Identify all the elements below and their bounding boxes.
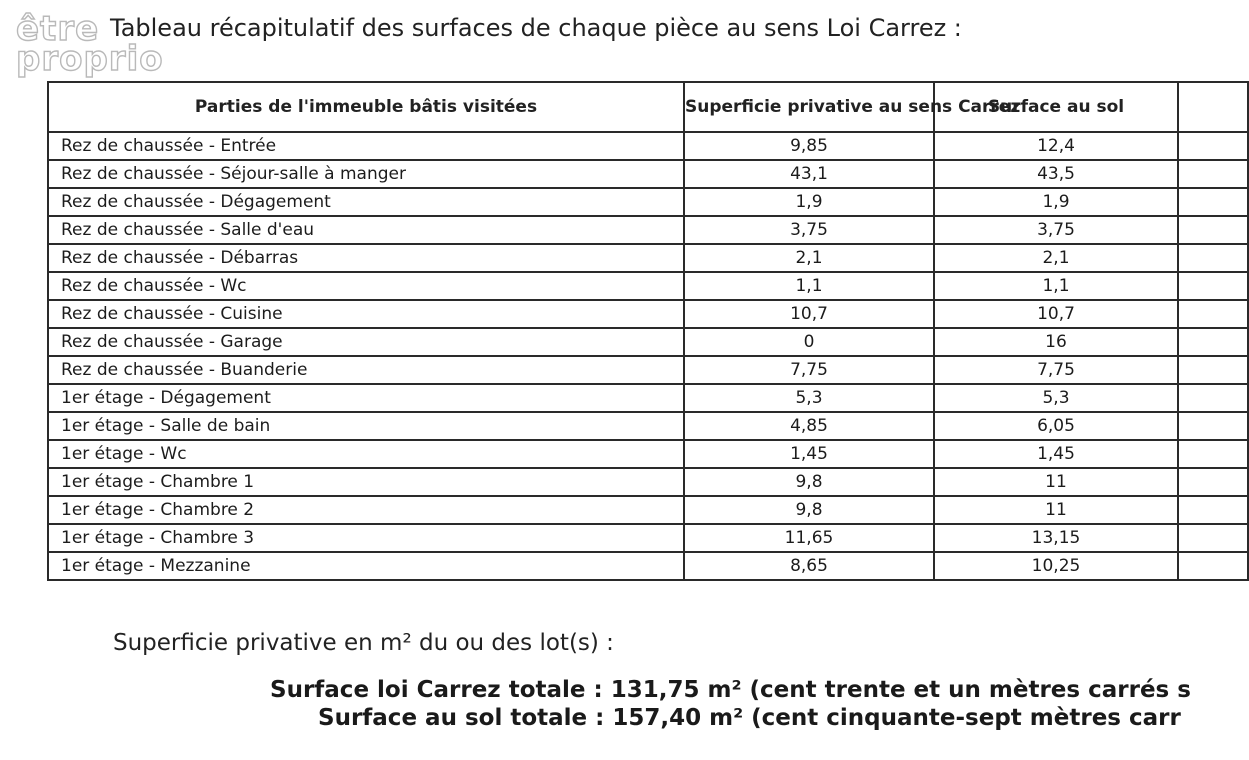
extra-cell — [1178, 328, 1248, 356]
table-row — [48, 384, 1248, 412]
sol-value-cell: 3,75 — [934, 216, 1178, 244]
table-row — [48, 188, 1248, 216]
header-parties: Parties de l'immeuble bâtis visitées — [48, 82, 684, 132]
room-name-cell: Rez de chaussée - Entrée — [48, 132, 684, 160]
sol-value-cell: 16 — [934, 328, 1178, 356]
table-row — [48, 300, 1248, 328]
room-name-cell: Rez de chaussée - Débarras — [48, 244, 684, 272]
carrez-value-cell: 7,75 — [684, 356, 934, 384]
sol-value-cell: 10,25 — [934, 552, 1178, 580]
table-header-row — [48, 82, 1248, 132]
total-carrez: Surface loi Carrez totale : 131,75 m² (cent trente et un mètres carrés s — [270, 677, 1191, 703]
sol-value-cell: 1,45 — [934, 440, 1178, 468]
sol-value-cell: 43,5 — [934, 160, 1178, 188]
table-row — [48, 496, 1248, 524]
surfaces-table — [47, 81, 1249, 581]
extra-cell — [1178, 496, 1248, 524]
extra-cell — [1178, 384, 1248, 412]
carrez-value-cell: 3,75 — [684, 216, 934, 244]
carrez-value-cell: 1,1 — [684, 272, 934, 300]
room-name-cell: 1er étage - Mezzanine — [48, 552, 684, 580]
header-extra — [1178, 82, 1248, 132]
room-name-cell: Rez de chaussée - Buanderie — [48, 356, 684, 384]
sol-value-cell: 1,1 — [934, 272, 1178, 300]
room-name-cell: 1er étage - Chambre 1 — [48, 468, 684, 496]
sol-value-cell: 1,9 — [934, 188, 1178, 216]
table-row — [48, 468, 1248, 496]
carrez-value-cell: 2,1 — [684, 244, 934, 272]
extra-cell — [1178, 300, 1248, 328]
extra-cell — [1178, 356, 1248, 384]
room-name-cell: Rez de chaussée - Dégagement — [48, 188, 684, 216]
table-row — [48, 132, 1248, 160]
table-row — [48, 440, 1248, 468]
sol-value-cell: 5,3 — [934, 384, 1178, 412]
room-name-cell: 1er étage - Salle de bain — [48, 412, 684, 440]
sol-value-cell: 7,75 — [934, 356, 1178, 384]
table-row — [48, 328, 1248, 356]
extra-cell — [1178, 440, 1248, 468]
table-row — [48, 356, 1248, 384]
header-surface-sol: Surface au sol — [934, 82, 1178, 132]
room-name-cell: Rez de chaussée - Séjour-salle à manger — [48, 160, 684, 188]
table-row — [48, 552, 1248, 580]
table-row — [48, 412, 1248, 440]
table-row — [48, 244, 1248, 272]
table-row — [48, 160, 1248, 188]
extra-cell — [1178, 132, 1248, 160]
extra-cell — [1178, 412, 1248, 440]
room-name-cell: Rez de chaussée - Salle d'eau — [48, 216, 684, 244]
table-row — [48, 272, 1248, 300]
carrez-value-cell: 0 — [684, 328, 934, 356]
watermark-line-2: proprio — [16, 39, 164, 79]
carrez-value-cell: 5,3 — [684, 384, 934, 412]
extra-cell — [1178, 272, 1248, 300]
extra-cell — [1178, 160, 1248, 188]
table-row — [48, 216, 1248, 244]
room-name-cell: 1er étage - Dégagement — [48, 384, 684, 412]
room-name-cell: Rez de chaussée - Cuisine — [48, 300, 684, 328]
sol-value-cell: 13,15 — [934, 524, 1178, 552]
sol-value-cell: 6,05 — [934, 412, 1178, 440]
extra-cell — [1178, 552, 1248, 580]
carrez-value-cell: 11,65 — [684, 524, 934, 552]
sol-value-cell: 12,4 — [934, 132, 1178, 160]
extra-cell — [1178, 244, 1248, 272]
room-name-cell: Rez de chaussée - Garage — [48, 328, 684, 356]
carrez-value-cell: 10,7 — [684, 300, 934, 328]
page-heading: Tableau récapitulatif des surfaces de chaque pièce au sens Loi Carrez : — [110, 14, 962, 42]
lot-subtitle: Superficie privative en m² du ou des lot(s) : — [113, 630, 614, 656]
watermark-line-1: être — [16, 9, 100, 49]
carrez-value-cell: 1,45 — [684, 440, 934, 468]
carrez-value-cell: 4,85 — [684, 412, 934, 440]
carrez-value-cell: 9,85 — [684, 132, 934, 160]
room-name-cell: 1er étage - Chambre 2 — [48, 496, 684, 524]
carrez-value-cell: 9,8 — [684, 496, 934, 524]
sol-value-cell: 10,7 — [934, 300, 1178, 328]
sol-value-cell: 2,1 — [934, 244, 1178, 272]
carrez-value-cell: 8,65 — [684, 552, 934, 580]
carrez-value-cell: 1,9 — [684, 188, 934, 216]
sol-value-cell: 11 — [934, 496, 1178, 524]
header-superficie-carrez: Superficie privative au sens Carrez — [684, 82, 934, 132]
room-name-cell: 1er étage - Wc — [48, 440, 684, 468]
extra-cell — [1178, 188, 1248, 216]
room-name-cell: Rez de chaussée - Wc — [48, 272, 684, 300]
extra-cell — [1178, 216, 1248, 244]
carrez-value-cell: 43,1 — [684, 160, 934, 188]
room-name-cell: 1er étage - Chambre 3 — [48, 524, 684, 552]
extra-cell — [1178, 524, 1248, 552]
sol-value-cell: 11 — [934, 468, 1178, 496]
carrez-value-cell: 9,8 — [684, 468, 934, 496]
total-sol: Surface au sol totale : 157,40 m² (cent cinquante-sept mètres carr — [318, 705, 1181, 731]
table-row — [48, 524, 1248, 552]
extra-cell — [1178, 468, 1248, 496]
